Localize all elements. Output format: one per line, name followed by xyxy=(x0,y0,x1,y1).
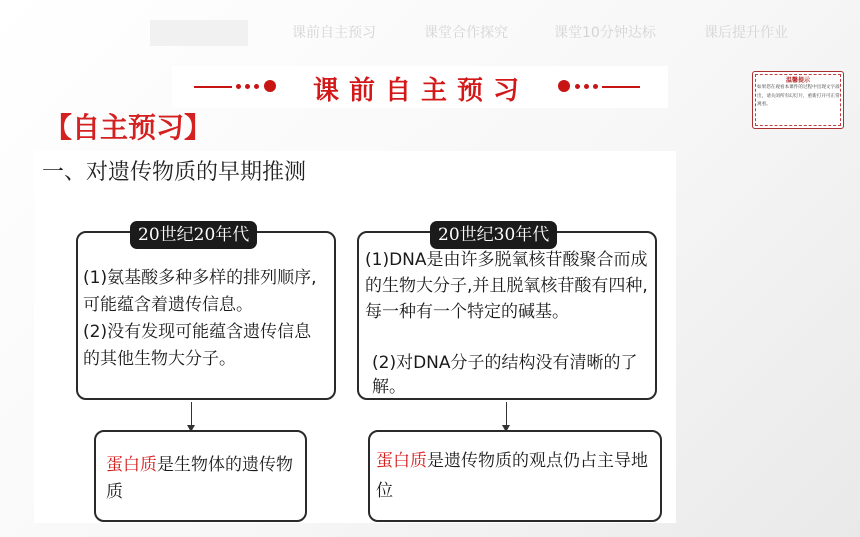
banner-dot-large xyxy=(264,80,276,92)
left-arrow-line xyxy=(191,402,192,426)
content-heading: 一、对遗传物质的早期推测 xyxy=(42,160,307,185)
left-point-1: (1)氨基酸多种多样的排列顺序,可能蕴含着遗传信息。 xyxy=(83,268,317,315)
right-conclusion-rest: 是遗传物质的观点仍占主导地位 xyxy=(376,451,648,501)
tip-box[interactable] xyxy=(752,71,844,129)
section-title: 【自主预习】 xyxy=(44,111,213,144)
right-conclusion-red: 蛋白质 xyxy=(376,451,427,471)
banner-dot xyxy=(245,84,250,89)
right-point-1: (1)DNA是由许多脱氧核苷酸聚合而成的生物大分子,并且脱氧核苷酸有四种,每一种有一个特定的碱基。 xyxy=(365,250,648,322)
banner-dot-large xyxy=(558,80,570,92)
right-conclusion-box xyxy=(368,430,662,522)
nav-tab-test[interactable]: 课堂10分钟达标 xyxy=(554,25,656,41)
right-point-2: (2)对DNA分子的结构没有清晰的了解。 xyxy=(372,353,638,397)
banner-title: 课前自主预习 xyxy=(312,76,529,106)
left-conclusion xyxy=(106,452,296,506)
tip-title: 温馨提示 xyxy=(785,77,810,84)
banner-dot xyxy=(236,84,241,89)
right-era-tag: 20世纪30年代 xyxy=(430,221,557,249)
left-conclusion-rest: 是生物体的遗传物质 xyxy=(106,455,293,502)
banner-dot xyxy=(254,84,259,89)
left-conclusion-red: 蛋白质 xyxy=(106,455,157,475)
banner-dot xyxy=(575,84,580,89)
nav-placeholder xyxy=(150,20,248,46)
left-point-2: (2)没有发现可能蕴含遗传信息的其他生物大分子。 xyxy=(83,322,312,369)
nav-tab-homework[interactable]: 课后提升作业 xyxy=(704,25,788,41)
banner-dot xyxy=(584,84,589,89)
left-info-box xyxy=(76,231,336,400)
nav-tab-explore[interactable]: 课堂合作探究 xyxy=(424,25,508,41)
nav-tab-preview[interactable]: 课前自主预习 xyxy=(292,25,376,41)
right-info-box xyxy=(357,231,657,400)
right-arrow-line xyxy=(506,402,507,426)
banner-line-right xyxy=(602,86,640,88)
banner-dot xyxy=(593,84,598,89)
right-conclusion xyxy=(376,446,656,506)
banner-line-left xyxy=(194,86,232,88)
left-era-tag: 20世纪20年代 xyxy=(130,221,257,249)
tip-body: 如果您在观看本课件的过程中出现文字溢出，请关闭所有幻灯片，重新打开可正常观看。 xyxy=(757,85,840,107)
left-conclusion-box xyxy=(94,430,307,522)
content-panel xyxy=(34,151,676,523)
